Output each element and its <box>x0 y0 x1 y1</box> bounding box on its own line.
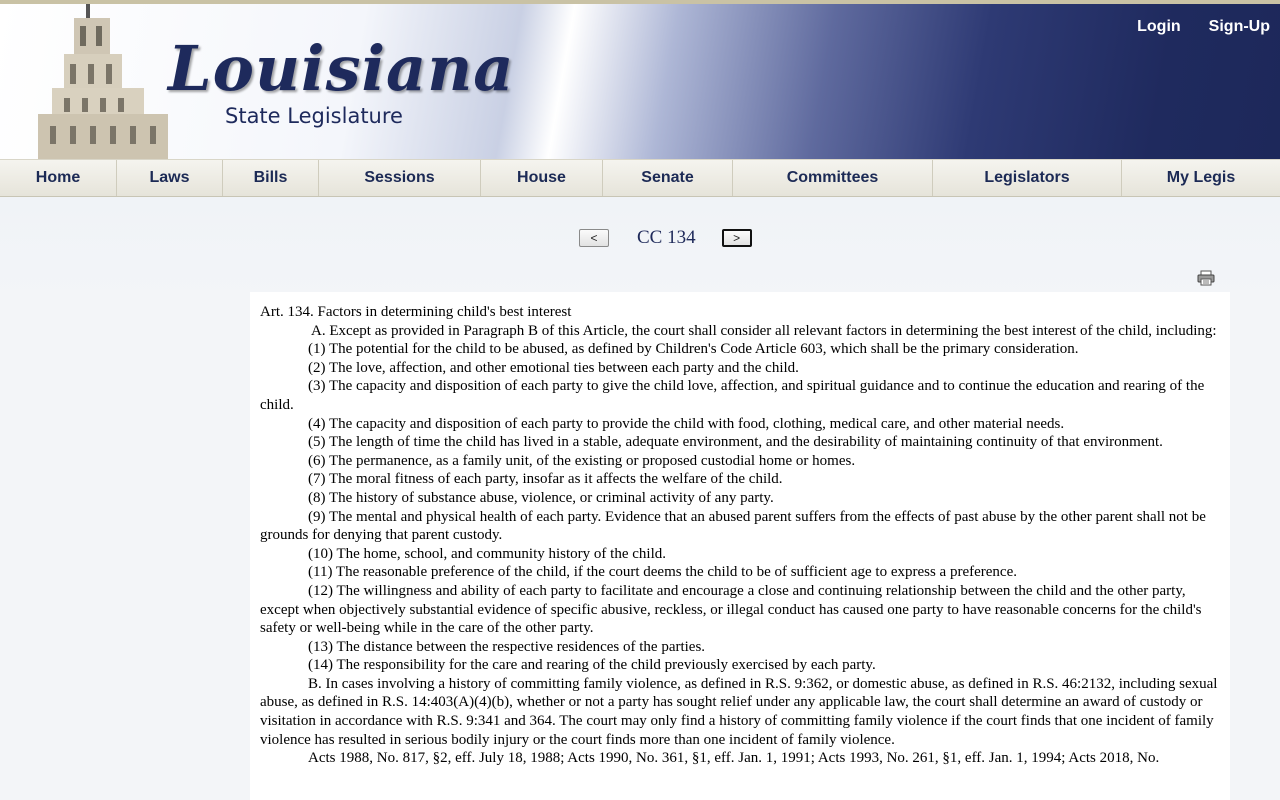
law-text <box>250 292 1230 800</box>
factor-item: (1) The potential for the child to be abused, as defined by Children's Code Article 603, which shall be the primary consideration. <box>308 341 1079 358</box>
logo-subtitle: State Legislature <box>225 104 403 128</box>
paragraph-a: A. Except as provided in Paragraph B of this Article, the court shall consider all relevant factors in determining the best interest of the child, including: <box>311 322 1217 339</box>
factor-item: (11) The reasonable preference of the child, if the court deems the child to be of sufficient age to express a preference. <box>308 564 1017 581</box>
site-banner <box>0 4 1280 159</box>
history-note: Acts 1988, No. 817, §2, eff. July 18, 1988; Acts 1990, No. 361, §1, eff. Jan. 1, 1991; Acts 1993, No. 261, §1, eff. Jan. 1, 1994; Acts 2018, No. <box>308 750 1160 767</box>
factor-item: (7) The moral fitness of each party, insofar as it affects the welfare of the child. <box>308 471 783 488</box>
previous-button[interactable]: < <box>579 229 609 247</box>
printer-icon[interactable] <box>1197 270 1215 286</box>
factor-item: (4) The capacity and disposition of each party to provide the child with food, clothing, medical care, and other material needs. <box>308 415 1065 432</box>
nav-senate[interactable]: Senate <box>603 160 733 196</box>
signup-link[interactable]: Sign-Up <box>1208 18 1270 35</box>
nav-my-legis[interactable]: My Legis <box>1166 169 1236 186</box>
nav-home[interactable]: Home <box>0 160 117 196</box>
logo-wordmark: Louisiana <box>168 32 515 105</box>
login-link[interactable]: Login <box>1137 18 1181 35</box>
nav-legislators[interactable]: Legislators <box>933 160 1122 196</box>
paragraph-b: B. In cases involving a history of committing family violence, as defined in R.S. 9:362, or domestic abuse, as defined in R.S. 46:2132, including sexual abuse, as defined in R.S. 14:403(A)(4)(b), whether or not a party has sought relief under any applicable law, the court shall determine an award of custody or visitation in accordance with R.S. 9:341 and 364. The court may only find a history of committing family violence if the court finds that one incident of family violence has resulted in serious bodily injury or the court finds more than one incident of family violence. <box>260 675 1218 748</box>
factor-item: (9) The mental and physical health of each party. Evidence that an abused parent suffers from the effects of past abuse by the other parent shall not be grounds for denying that parent custody. <box>260 508 1206 544</box>
factor-item: (13) The distance between the respective residences of the parties. <box>308 638 706 655</box>
factor-item: (2) The love, affection, and other emotional ties between each party and the child. <box>308 359 799 376</box>
capitol-building-image <box>30 4 180 159</box>
next-button[interactable]: > <box>722 229 752 247</box>
factor-item: (10) The home, school, and community history of the child. <box>308 545 666 562</box>
document-title: CC 134 <box>637 227 696 248</box>
nav-house[interactable]: House <box>481 160 603 196</box>
document-pager <box>579 227 752 249</box>
factor-item: (3) The capacity and disposition of each party to give the child love, affection, and spiritual guidance and to continue the education and rearing of the child. <box>260 378 1205 413</box>
auth-links <box>1137 18 1270 36</box>
nav-laws[interactable]: Laws <box>117 160 223 196</box>
factor-item: (5) The length of time the child has lived in a stable, adequate environment, and the desirability of maintaining continuity of that environment. <box>308 434 1163 451</box>
nav-sessions[interactable]: Sessions <box>319 160 481 196</box>
main-nav <box>0 159 1280 197</box>
factor-item: (14) The responsibility for the care and rearing of the child previously exercised by each party. <box>308 657 876 674</box>
nav-committees[interactable]: Committees <box>733 160 933 196</box>
factor-item: (8) The history of substance abuse, violence, or criminal activity of any party. <box>308 489 774 506</box>
factor-item: (6) The permanence, as a family unit, of the existing or proposed custodial home or homes. <box>308 452 856 469</box>
article-heading: Art. 134. Factors in determining child's best interest <box>260 304 572 320</box>
factor-item: (12) The willingness and ability of each party to facilitate and encourage a close and continuing relationship between the child and the other party, except when objectively substantial evidence of specific abusive, reckless, or illegal conduct has caused one party to have reasonable concerns for the child's safety or well-being while in the care of the other party. <box>260 582 1202 637</box>
nav-bills[interactable]: Bills <box>223 160 319 196</box>
